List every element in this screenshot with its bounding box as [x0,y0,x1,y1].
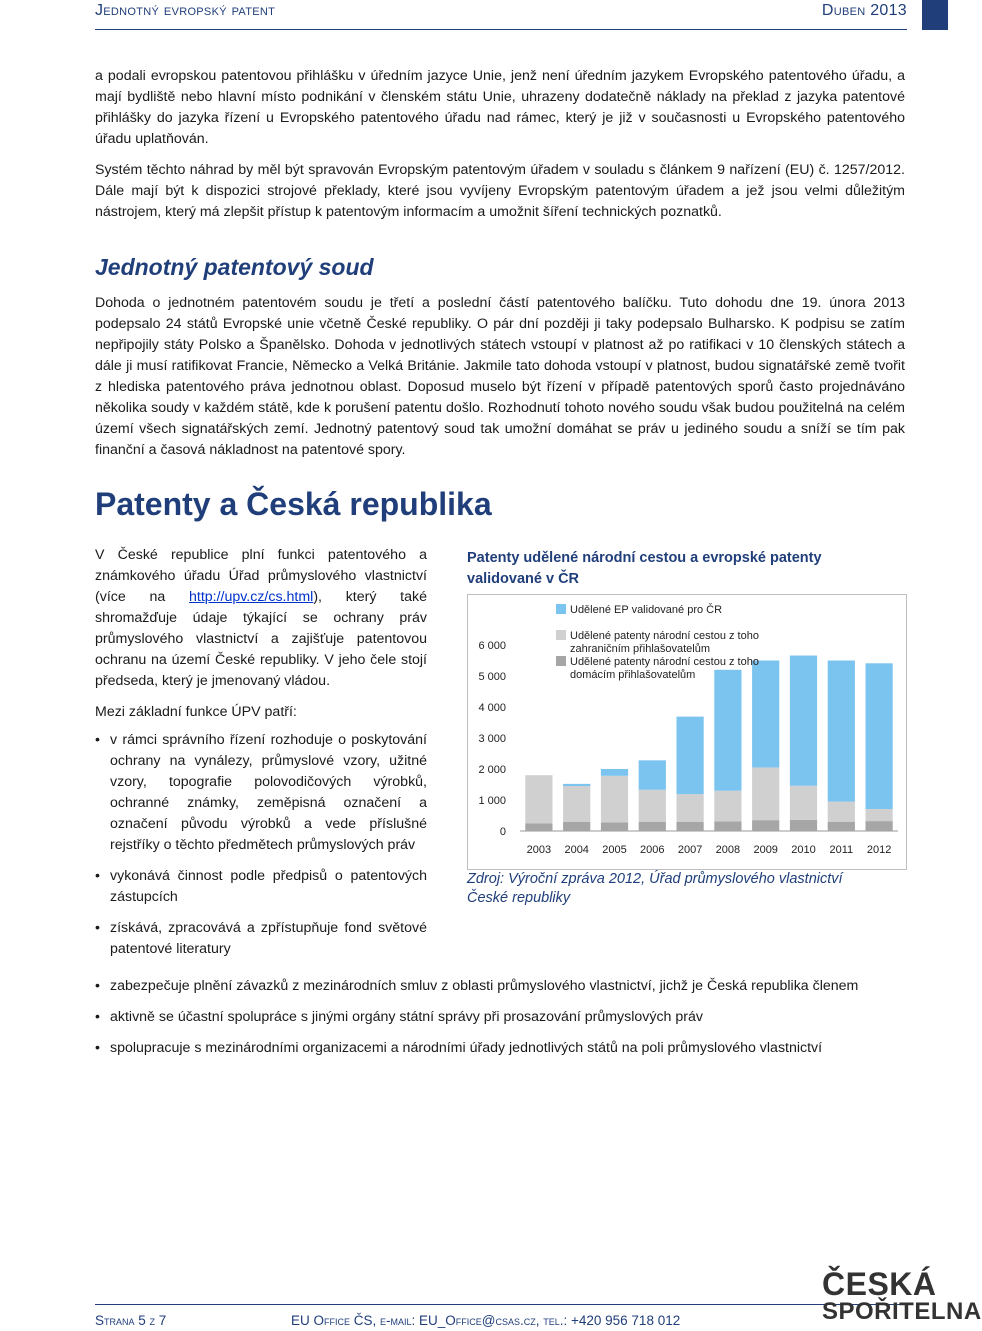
legend-label: Udělené EP validované pro ČR [570,604,723,616]
bar-segment [790,656,817,786]
legend-swatch [556,630,566,640]
x-tick-label: 2004 [564,844,589,856]
y-tick-label: 1 000 [478,795,506,807]
x-tick-label: 2010 [791,844,816,856]
list-item: • spolupracuje s mezinárodními organizacemi a národními úřady jednotlivých států na poli průmyslového vlastnictví [95,1038,905,1059]
footer-contact: EU Office ČS, e-mail: EU_Office@csas.cz, tel.: +420 956 718 012 [291,1313,681,1328]
legend-label: zahraničním přihlašovatelům [570,643,711,655]
bar-segment [601,776,628,823]
bar-segment [828,661,855,802]
x-tick-label: 2012 [866,844,892,856]
legend-label: domácím přihlašovatelům [570,669,696,681]
y-tick-label: 5 000 [478,671,506,683]
court-paragraph: Dohoda o jednotném patentovém soudu je třetí a poslední částí patentového balíčku. Tuto dohodu dne 19. února 2013 podepsalo 24 států Evropské unie včetně České republiky. O pár dní později ji taky podepsalo Bulharsko. K podpisu se zatím nepřipojily státy Polsko a Španělsko. Dohoda v jednotlivých státech vstoupí v platnost až po ratifikaci v 10 členských státech a dále ji musí ratifikovat Francie, Německo a Velká Británie. Jakmile tato dohoda vstoupí v platnost, budou signatářské země tvořit z hlediska patentového práva jednotnou oblast. Doposud muselo být řízení v případě patentových sporů často projednáváno několika soudy v každém státě, kde k porušení patentu došlo. Rozhodnutí tohoto nového soudu však budou použitelná na celém území všech signatářských zemí. Jednotný patentový soud tak umožní domáhat se práv u jediného soudu a sníží se tím pak finanční a časová nákladnost na patentové spory. [95,295,905,458]
chart-frame [467,594,907,870]
page-header [95,0,907,30]
logo-line-2: SPOŘITELNA [822,1298,982,1325]
bar-segment [639,822,666,831]
bar-segment [563,822,590,831]
bar-segment [563,786,590,822]
bar-segment [752,820,779,831]
patents-chart [468,595,906,869]
upv-text-end: ), který také shromažďuje údaje týkající se ochrany práv průmyslového vlastnictví a zajišťuje patentovou ochranu na území České republiky. V jeho čele stojí předseda, který je jmenovaný vládou. [95,589,427,689]
legend-swatch [556,604,566,614]
x-tick-label: 2003 [526,844,552,856]
y-tick-label: 0 [499,826,506,838]
bar-segment [790,786,817,820]
y-tick-label: 6 000 [478,640,506,652]
bar-segment [639,790,666,822]
x-tick-label: 2011 [829,844,854,856]
bar-segment [828,802,855,822]
legend-swatch [556,656,566,666]
bar-segment [790,820,817,831]
y-tick-label: 4 000 [478,702,506,714]
upv-link[interactable]: http://upv.cz/cs.html [188,589,314,605]
x-tick-label: 2006 [640,844,665,856]
section-heading-court: Jednotný patentový soud [95,254,374,280]
bar-segment [714,670,741,791]
header-date: Duben 2013 [821,2,907,19]
logo-line-1: ČESKÁ [822,1266,937,1302]
bar-segment [752,661,779,768]
y-tick-label: 2 000 [478,764,506,776]
bar-segment [676,794,703,822]
page-footer [95,1304,907,1328]
bar-segment [601,769,628,776]
bar-segment [865,809,892,821]
functions-list-left [95,730,427,970]
list-item: • zabezpečuje plnění závazků z mezinárodních smluv z oblasti průmyslového vlastnictví, jichž je Česká republika členem [95,976,905,997]
header-title: Jednotný evropský patent [95,2,276,19]
bar-segment [525,775,552,823]
header-accent-box [922,0,948,30]
section-heading-patents-cz: Patenty a Česká republika [95,486,492,522]
chart-title: Patenty udělené národní cestou a evropské patenty validované v ČR [467,550,822,587]
bar-segment [865,821,892,831]
bar-segment [752,767,779,820]
upv-paragraph [95,545,427,692]
list-item: • v rámci správního řízení rozhoduje o poskytování ochrany na vynálezy, průmyslové vzory, užitné vzory, topografie polovodičových výrobků, ochranné známky, zeměpisná označení a označení původu výrobků a vede příslušné rejstříky o těchto předmětech průmyslových práv [95,730,427,856]
bar-segment [714,821,741,831]
legend-label: Udělené patenty národní cestou z toho [570,630,759,642]
upv-text-start: V České republice plní funkci patentového a známkového úřadu Úřad průmyslového vlastnictví (více na [95,547,427,605]
legend-label: Udělené patenty národní cestou z toho [570,656,759,668]
functions-list-full [95,976,905,1069]
intro-paragraph-2: Systém těchto náhrad by měl být spravován Evropským patentovým úřadem v souladu s článkem 9 nařízení (EU) č. 1257/2012. Dále mají být k dispozici strojové překlady, které jsou vyvíjeny Evropským patentovým úřadem a jež jsou velmi důležitým nástrojem, který má zlepšit přístup k patentovým informacím a umožnit šíření technických poznatků. [95,162,905,220]
ceska-sporitelna-logo [822,1266,982,1326]
functions-intro: Mezi základní funkce ÚPV patří: [95,704,297,720]
bar-segment [601,822,628,831]
y-tick-label: 3 000 [478,733,506,745]
x-tick-label: 2009 [753,844,778,856]
x-tick-label: 2005 [602,844,627,856]
x-tick-label: 2007 [677,844,703,856]
bar-segment [639,760,666,789]
footer-page-number: Strana 5 z 7 [95,1313,167,1328]
bar-segment [828,822,855,831]
intro-paragraph-1: a podali evropskou patentovou přihlášku v úředním jazyce Unie, jenž není úředním jazykem Evropského patentového úřadu, a mají bydliště nebo hlavní místo podnikání v členském státu Unie, uhrazeny dodatečně náklady na překlad z jazyka patentové přihlášky do jazyka řízení u Evropského patentového úřadu nad rámec, který je již v současnosti u Evropského patentového úřadu uplatňován. [95,68,905,147]
bar-segment [676,822,703,831]
bar-segment [563,784,590,786]
bar-segment [525,823,552,831]
chart-source: Zdroj: Výroční zpráva 2012, Úřad průmyslového vlastnictví České republiky [467,871,843,906]
bar-segment [676,717,703,795]
bar-segment [714,791,741,822]
x-tick-label: 2008 [715,844,741,856]
bar-segment [865,663,892,809]
list-item: • získává, zpracovává a zpřístupňuje fond světové patentové literatury [95,918,427,960]
list-item: • aktivně se účastní spolupráce s jinými orgány státní správy při prosazování průmyslových práv [95,1007,905,1028]
list-item: • vykonává činnost podle předpisů o patentových zástupcích [95,866,427,908]
